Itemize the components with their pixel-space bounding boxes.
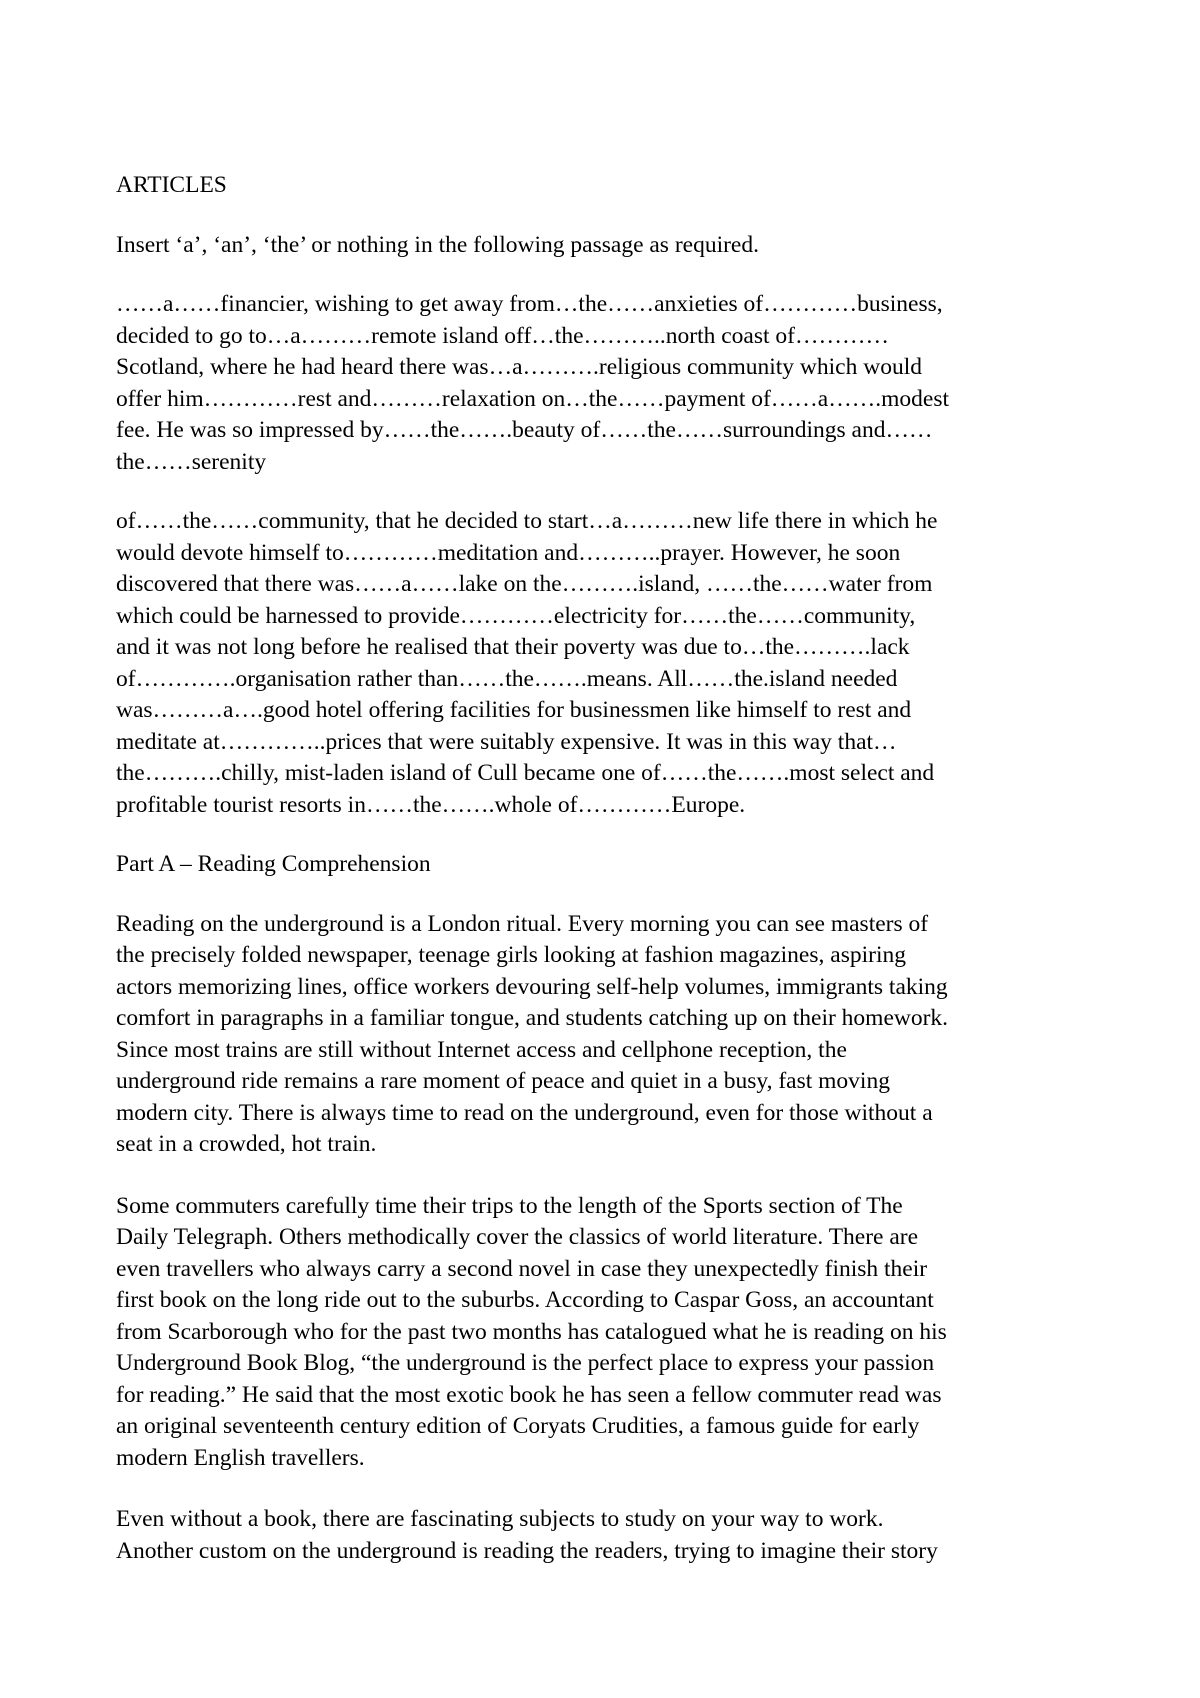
- document-heading: [116, 170, 1092, 202]
- text-line: the……serenity: [116, 448, 267, 475]
- instruction-text: Insert ‘a’, ‘an’, ‘the’ or nothing in the following passage as required.: [116, 231, 759, 258]
- text-line: would devote himself to…………meditation and………..prayer. However, he soon: [116, 539, 901, 566]
- text-line: from Scarborough who for the past two months has catalogued what he is reading on his: [116, 1318, 947, 1345]
- section-title: [116, 849, 1092, 881]
- reading-paragraph-1: [116, 909, 1092, 1161]
- text-line: of……the……community, that he decided to start…a………new life there in which he: [116, 508, 938, 534]
- text-line: modern English travellers.: [116, 1444, 365, 1471]
- text-line: discovered that there was……a……lake on the……….island, ……the……water from: [116, 571, 933, 597]
- text-line: even travellers who always carry a second novel in case they unexpectedly finish their: [116, 1255, 928, 1282]
- exercise-paragraph-1: [116, 289, 1092, 478]
- text-line: the……….chilly, mist-laden island of Cull became one of……the…….most select and: [116, 760, 935, 786]
- text-line: Even without a book, there are fascinating subjects to study on your way to work.: [116, 1506, 884, 1532]
- text-line: Since most trains are still without Internet access and cellphone reception, the: [116, 1036, 847, 1063]
- text-line: of………….organisation rather than……the…….means. All……the.island needed: [116, 665, 898, 692]
- text-line: decided to go to…a………remote island off…the………..north coast of…………: [116, 322, 889, 349]
- text-line: Underground Book Blog, “the underground is the perfect place to express your passion: [116, 1350, 935, 1376]
- text-line: was………a….good hotel offering facilities for businessmen like himself to rest and: [116, 697, 912, 723]
- text-line: Some commuters carefully time their trips to the length of the Sports section of The: [116, 1192, 903, 1219]
- document-page: [116, 170, 1092, 1567]
- text-line: actors memorizing lines, office workers devouring self-help volumes, immigrants taking: [116, 973, 948, 1000]
- text-line: Reading on the underground is a London ritual. Every morning you can see masters of: [116, 910, 929, 937]
- text-line: for reading.” He said that the most exotic book he has seen a fellow commuter read was: [116, 1381, 942, 1408]
- text-line: underground ride remains a rare moment of peace and quiet in a busy, fast moving: [116, 1068, 890, 1094]
- text-line: Another custom on the underground is reading the readers, trying to imagine their story: [116, 1537, 938, 1564]
- text-line: offer him…………rest and………relaxation on…the……payment of……a…….modest: [116, 385, 949, 412]
- text-line: profitable tourist resorts in……the…….whole of…………Europe.: [116, 791, 746, 818]
- text-line: Daily Telegraph. Others methodically cover the classics of world literature. There are: [116, 1224, 919, 1250]
- text-line: comfort in paragraphs in a familiar tongue, and students catching up on their homework.: [116, 1005, 949, 1031]
- exercise-paragraph-2: [116, 506, 1092, 821]
- text-line: modern city. There is always time to read on the underground, even for those without a: [116, 1099, 933, 1126]
- text-line: the precisely folded newspaper, teenage girls looking at fashion magazines, aspiring: [116, 942, 906, 968]
- exercise-instruction: [116, 230, 1092, 262]
- reading-paragraph-3: [116, 1504, 1092, 1567]
- reading-paragraph-2: [116, 1191, 1092, 1475]
- heading-text: ARTICLES: [116, 172, 227, 198]
- text-line: fee. He was so impressed by……the…….beauty of……the……surroundings and……: [116, 417, 933, 443]
- text-line: first book on the long ride out to the suburbs. According to Caspar Goss, an accountant: [116, 1287, 934, 1313]
- text-line: ……a……financier, wishing to get away from…the……anxieties of…………business,: [116, 291, 943, 317]
- text-line: which could be harnessed to provide…………electricity for……the……community,: [116, 602, 916, 629]
- text-line: Scotland, where he had heard there was…a……….religious community which would: [116, 354, 922, 380]
- text-line: meditate at…………..prices that were suitably expensive. It was in this way that…: [116, 728, 897, 755]
- text-line: and it was not long before he realised that their poverty was due to…the……….lack: [116, 634, 910, 660]
- text-line: seat in a crowded, hot train.: [116, 1131, 377, 1157]
- part-a-title: Part A – Reading Comprehension: [116, 851, 431, 877]
- text-line: an original seventeenth century edition of Coryats Crudities, a famous guide for early: [116, 1413, 920, 1439]
